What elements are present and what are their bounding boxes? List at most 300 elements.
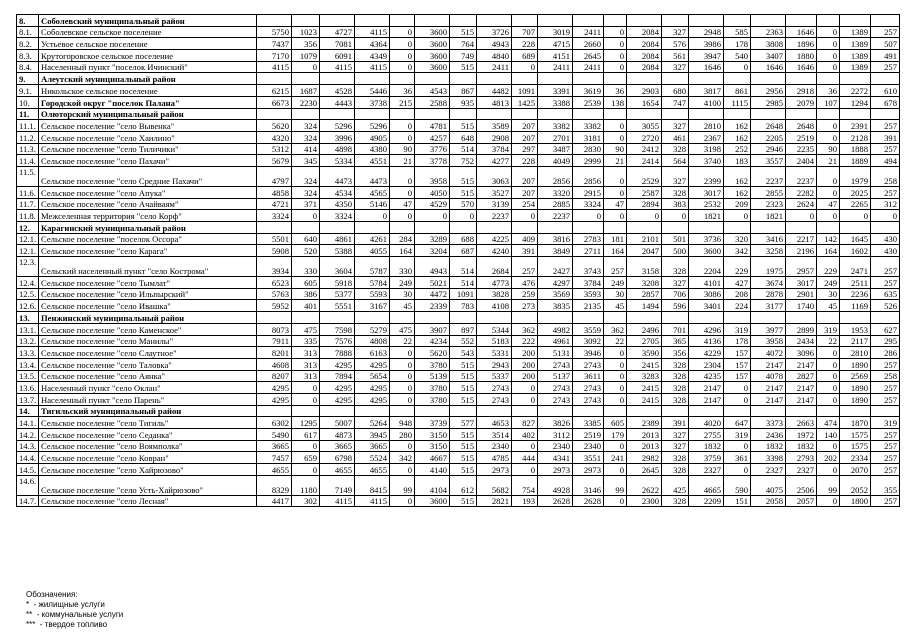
value-cell: 617	[292, 429, 320, 441]
value-cell: 4785	[477, 452, 512, 464]
value-cell: 4277	[477, 155, 512, 167]
value-cell: 3780	[415, 382, 450, 394]
value-cell: 2404	[786, 155, 817, 167]
value-cell: 2334	[840, 452, 871, 464]
value-cell: 222	[512, 335, 538, 347]
value-cell: 2856	[573, 166, 604, 186]
value-cell: 2645	[627, 464, 662, 476]
value-cell: 3407	[751, 50, 786, 62]
value-cell: 540	[724, 50, 751, 62]
value-cell: 47	[817, 198, 840, 210]
value-cell	[512, 312, 538, 324]
value-cell	[817, 312, 840, 324]
value-cell: 515	[450, 495, 477, 507]
table-row	[17, 245, 900, 257]
table-row	[17, 38, 900, 50]
value-cell: 2079	[786, 96, 817, 108]
row-number: 8.	[17, 15, 39, 27]
value-cell	[477, 405, 512, 417]
value-cell: 2323	[751, 198, 786, 210]
value-cell: 328	[662, 452, 689, 464]
value-cell: 5296	[355, 120, 390, 132]
value-cell: 320	[724, 233, 751, 245]
value-cell: 2743	[477, 382, 512, 394]
value-cell: 2084	[627, 38, 662, 50]
value-cell: 2434	[786, 335, 817, 347]
value-cell: 327	[662, 429, 689, 441]
value-cell: 4115	[355, 495, 390, 507]
value-cell: 0	[390, 393, 415, 405]
value-cell: 647	[724, 417, 751, 429]
value-cell	[450, 73, 477, 85]
legend-item	[26, 620, 123, 630]
value-cell: 1389	[840, 61, 871, 73]
value-cell: 1023	[292, 26, 320, 38]
value-cell: 0	[817, 38, 840, 50]
value-cell: 5620	[257, 120, 292, 132]
value-cell: 2648	[786, 120, 817, 132]
value-cell: 2052	[840, 475, 871, 495]
value-cell: 3780	[415, 358, 450, 370]
value-cell: 414	[292, 143, 320, 155]
row-number: 9.	[17, 73, 39, 85]
value-cell	[871, 222, 900, 234]
value-cell: 164	[817, 245, 840, 257]
row-number: 11.6.	[17, 186, 39, 198]
value-cell: 90	[390, 143, 415, 155]
value-cell: 3947	[689, 50, 724, 62]
value-cell: 2135	[573, 300, 604, 312]
value-cell: 515	[450, 440, 477, 452]
value-cell	[292, 312, 320, 324]
value-cell: 2147	[786, 358, 817, 370]
value-cell: 576	[662, 38, 689, 50]
value-cell: 7598	[320, 323, 355, 335]
value-cell	[627, 312, 662, 324]
value-cell: 0	[390, 26, 415, 38]
value-cell: 627	[871, 323, 900, 335]
value-cell	[257, 405, 292, 417]
settlement-name: Сельское поселение "село Слаутное"	[39, 347, 257, 359]
value-cell: 4943	[415, 257, 450, 277]
value-cell	[573, 222, 604, 234]
value-cell: 4781	[415, 120, 450, 132]
value-cell	[450, 222, 477, 234]
value-cell: 0	[604, 382, 627, 394]
value-cell: 754	[512, 475, 538, 495]
value-cell: 328	[662, 382, 689, 394]
value-cell	[512, 222, 538, 234]
row-number: 12.3.	[17, 257, 39, 277]
value-cell: 2237	[751, 166, 786, 186]
table-row	[17, 61, 900, 73]
value-cell: 0	[390, 358, 415, 370]
value-cell: 4715	[538, 38, 573, 50]
settlement-name: Сельское поселение "село Пахачи"	[39, 155, 257, 167]
value-cell: 4443	[320, 96, 355, 108]
value-cell	[320, 222, 355, 234]
value-cell	[724, 312, 751, 324]
value-cell	[689, 222, 724, 234]
value-cell: 4528	[320, 85, 355, 97]
value-cell: 342	[390, 452, 415, 464]
value-cell: 659	[292, 452, 320, 464]
settlement-name: Сельское поселение "село Аянка"	[39, 370, 257, 382]
value-cell: 249	[390, 277, 415, 289]
value-cell	[450, 15, 477, 27]
value-cell: 0	[292, 440, 320, 452]
value-cell: 0	[817, 440, 840, 452]
value-cell: 0	[817, 347, 840, 359]
value-cell	[662, 73, 689, 85]
value-cell: 3674	[751, 277, 786, 289]
value-cell: 3738	[355, 96, 390, 108]
value-cell: 2265	[840, 198, 871, 210]
value-cell	[390, 108, 415, 120]
value-cell: 2047	[627, 245, 662, 257]
value-cell: 3055	[627, 120, 662, 132]
value-cell: 1295	[292, 417, 320, 429]
value-cell: 2948	[689, 26, 724, 38]
value-cell: 257	[871, 186, 900, 198]
value-cell: 2391	[840, 120, 871, 132]
row-number: 12.6.	[17, 300, 39, 312]
value-cell: 4928	[538, 475, 573, 495]
value-cell	[257, 222, 292, 234]
value-cell: 2878	[751, 288, 786, 300]
value-cell: 577	[450, 417, 477, 429]
value-cell: 4078	[751, 370, 786, 382]
value-cell	[450, 312, 477, 324]
settlement-name: Сельское поселение "село Усть-Хайрюзово"	[39, 475, 257, 495]
value-cell: 2973	[573, 464, 604, 476]
value-cell: 4482	[477, 85, 512, 97]
value-cell: 2743	[573, 382, 604, 394]
settlement-name: Сельское поселение "село Ачайваям"	[39, 198, 257, 210]
value-cell: 0	[390, 382, 415, 394]
value-cell: 200	[512, 347, 538, 359]
value-cell	[355, 15, 390, 27]
value-cell: 1389	[840, 38, 871, 50]
value-cell: 3945	[355, 429, 390, 441]
value-cell	[450, 405, 477, 417]
value-cell: 2956	[751, 85, 786, 97]
settlement-name: Сельское поселение "село Таловка"	[39, 358, 257, 370]
value-cell: 5331	[477, 347, 512, 359]
value-cell: 648	[450, 131, 477, 143]
value-cell: 1294	[840, 96, 871, 108]
value-cell: 1832	[786, 440, 817, 452]
value-cell: 2415	[627, 393, 662, 405]
value-cell: 3551	[573, 452, 604, 464]
value-cell: 202	[817, 452, 840, 464]
value-cell: 4727	[320, 26, 355, 38]
value-cell: 2496	[627, 323, 662, 335]
value-cell: 2506	[786, 475, 817, 495]
row-number: 13.2.	[17, 335, 39, 347]
value-cell: 257	[871, 429, 900, 441]
value-cell: 612	[450, 475, 477, 495]
value-cell: 0	[604, 210, 627, 222]
value-cell	[840, 15, 871, 27]
table-row	[17, 440, 900, 452]
settlement-name: Сельское поселение "поселок Оссора"	[39, 233, 257, 245]
value-cell: 4473	[320, 166, 355, 186]
table-row	[17, 257, 900, 277]
value-cell: 257	[871, 257, 900, 277]
value-cell	[477, 73, 512, 85]
value-cell: 0	[604, 347, 627, 359]
value-cell: 3665	[257, 440, 292, 452]
value-cell: 2196	[786, 245, 817, 257]
district-header-row	[17, 15, 900, 27]
legend-mark: *	[26, 600, 30, 609]
value-cell: 3416	[751, 233, 786, 245]
value-cell: 1953	[840, 323, 871, 335]
value-cell	[817, 15, 840, 27]
value-cell: 2235	[786, 143, 817, 155]
value-cell: 5501	[257, 233, 292, 245]
value-cell: 1115	[724, 96, 751, 108]
value-cell: 0	[604, 370, 627, 382]
value-cell: 4797	[257, 166, 292, 186]
value-cell: 4075	[751, 475, 786, 495]
value-cell: 181	[604, 233, 627, 245]
value-cell	[751, 222, 786, 234]
value-cell: 5679	[257, 155, 292, 167]
value-cell: 2901	[786, 288, 817, 300]
value-cell: 2084	[627, 61, 662, 73]
value-cell: 2622	[627, 475, 662, 495]
value-cell: 0	[817, 131, 840, 143]
value-cell: 30	[390, 288, 415, 300]
value-cell: 21	[390, 155, 415, 167]
value-cell: 4534	[320, 186, 355, 198]
value-cell: 164	[390, 245, 415, 257]
value-cell	[355, 222, 390, 234]
value-cell	[689, 15, 724, 27]
value-cell	[840, 312, 871, 324]
value-cell	[477, 108, 512, 120]
value-cell: 327	[662, 61, 689, 73]
value-cell: 570	[450, 198, 477, 210]
value-cell: 2908	[477, 131, 512, 143]
value-cell: 328	[662, 393, 689, 405]
value-cell	[751, 405, 786, 417]
value-cell	[627, 15, 662, 27]
value-cell: 4608	[257, 358, 292, 370]
value-cell: 162	[724, 131, 751, 143]
value-cell: 2415	[627, 358, 662, 370]
value-cell	[450, 108, 477, 120]
value-cell: 228	[512, 155, 538, 167]
settlement-name: Сельское поселение "село Ковран"	[39, 452, 257, 464]
value-cell: 391	[662, 417, 689, 429]
value-cell: 2340	[538, 440, 573, 452]
value-cell: 257	[871, 440, 900, 452]
value-cell: 5131	[538, 347, 573, 359]
value-cell: 0	[292, 464, 320, 476]
value-cell: 0	[390, 131, 415, 143]
value-cell: 2856	[538, 166, 573, 186]
row-number: 11.4.	[17, 155, 39, 167]
value-cell: 3726	[477, 26, 512, 38]
value-cell: 4229	[689, 347, 724, 359]
value-cell: 3600	[415, 50, 450, 62]
value-cell	[390, 222, 415, 234]
value-cell: 4295	[320, 393, 355, 405]
value-cell: 365	[662, 335, 689, 347]
value-cell: 552	[450, 335, 477, 347]
row-number: 8.4.	[17, 61, 39, 73]
value-cell: 335	[292, 335, 320, 347]
value-cell: 0	[604, 120, 627, 132]
value-cell: 827	[512, 417, 538, 429]
value-cell: 678	[871, 96, 900, 108]
value-cell: 208	[724, 288, 751, 300]
value-cell: 99	[817, 475, 840, 495]
value-cell: 90	[604, 143, 627, 155]
value-cell: 0	[390, 50, 415, 62]
value-cell: 328	[662, 464, 689, 476]
value-cell: 356	[292, 38, 320, 50]
value-cell	[415, 312, 450, 324]
value-cell: 5593	[355, 288, 390, 300]
value-cell	[724, 73, 751, 85]
value-cell: 783	[450, 300, 477, 312]
value-cell: 383	[662, 198, 689, 210]
value-cell: 2304	[689, 358, 724, 370]
value-cell: 605	[604, 417, 627, 429]
settlement-name: Межселенная территория "село Корф"	[39, 210, 257, 222]
value-cell: 514	[450, 257, 477, 277]
value-cell: 4049	[538, 155, 573, 167]
value-cell: 5296	[320, 120, 355, 132]
value-cell: 151	[724, 495, 751, 507]
value-cell	[538, 222, 573, 234]
value-cell: 3382	[573, 120, 604, 132]
value-cell: 0	[390, 347, 415, 359]
value-cell: 461	[662, 131, 689, 143]
value-cell: 157	[724, 347, 751, 359]
value-cell: 2128	[840, 131, 871, 143]
value-cell: 0	[817, 358, 840, 370]
settlement-name: Сельское поселение "село Лесная"	[39, 495, 257, 507]
settlement-name: Сельское поселение "село Манилы"	[39, 335, 257, 347]
value-cell: 162	[724, 186, 751, 198]
table-row	[17, 382, 900, 394]
row-number: 13.	[17, 312, 39, 324]
value-cell: 515	[450, 382, 477, 394]
value-cell: 8073	[257, 323, 292, 335]
value-cell: 5337	[477, 370, 512, 382]
settlement-name: Сельское поселение "село Ильпырский"	[39, 288, 257, 300]
value-cell: 0	[817, 120, 840, 132]
legend-mark: ***	[26, 620, 36, 629]
value-cell: 5021	[415, 277, 450, 289]
value-cell: 273	[512, 300, 538, 312]
value-cell: 491	[871, 50, 900, 62]
value-cell: 2532	[689, 198, 724, 210]
settlement-name: Населенный пункт "поселок Ичинский"	[39, 61, 257, 73]
value-cell	[355, 405, 390, 417]
value-cell: 327	[662, 26, 689, 38]
value-cell	[724, 405, 751, 417]
value-cell: 1870	[840, 417, 871, 429]
value-cell: 1180	[292, 475, 320, 495]
value-cell: 4417	[257, 495, 292, 507]
value-cell: 5377	[320, 288, 355, 300]
value-cell: 8415	[355, 475, 390, 495]
value-cell: 6798	[320, 452, 355, 464]
value-cell: 0	[817, 186, 840, 198]
value-cell: 3996	[320, 131, 355, 143]
value-cell: 2399	[689, 166, 724, 186]
value-cell	[786, 108, 817, 120]
value-cell: 1389	[840, 50, 871, 62]
value-cell: 2985	[751, 96, 786, 108]
value-cell: 7081	[320, 38, 355, 50]
district-name: Олюторский муниципальный район	[39, 108, 257, 120]
value-cell: 2363	[751, 26, 786, 38]
value-cell: 324	[292, 186, 320, 198]
value-cell	[604, 108, 627, 120]
value-cell: 5787	[355, 257, 390, 277]
settlement-name: Сельское поселение "село Воямполка"	[39, 440, 257, 452]
value-cell	[689, 312, 724, 324]
value-cell: 2529	[627, 166, 662, 186]
value-cell: 3514	[477, 429, 512, 441]
value-cell: 4297	[538, 277, 573, 289]
value-cell: 257	[871, 495, 900, 507]
value-cell: 2830	[573, 143, 604, 155]
value-cell: 4665	[689, 475, 724, 495]
value-cell: 7457	[257, 452, 292, 464]
value-cell: 2743	[538, 393, 573, 405]
value-cell: 4529	[415, 198, 450, 210]
value-cell: 3946	[573, 347, 604, 359]
value-cell: 3324	[320, 210, 355, 222]
district-name: Тигильский муниципальный район	[39, 405, 257, 417]
value-cell: 3208	[627, 277, 662, 289]
value-cell	[538, 312, 573, 324]
value-cell: 258	[871, 370, 900, 382]
value-cell: 207	[512, 120, 538, 132]
settlement-name: Сельское поселение "село Хайрюзово"	[39, 464, 257, 476]
value-cell: 590	[724, 475, 751, 495]
value-cell: 501	[662, 233, 689, 245]
value-cell: 4234	[415, 335, 450, 347]
value-cell: 7437	[257, 38, 292, 50]
value-cell: 3401	[689, 300, 724, 312]
value-cell: 302	[292, 495, 320, 507]
row-number: 13.3.	[17, 347, 39, 359]
value-cell: 3849	[538, 245, 573, 257]
value-cell: 4840	[477, 50, 512, 62]
table-row	[17, 166, 900, 186]
value-cell: 2237	[538, 210, 573, 222]
value-cell	[573, 73, 604, 85]
district-header-row	[17, 312, 900, 324]
value-cell: 328	[662, 143, 689, 155]
settlement-name: Устьевое сельское поселение	[39, 38, 257, 50]
value-cell: 2999	[573, 155, 604, 167]
value-cell: 605	[292, 277, 320, 289]
value-cell: 475	[390, 323, 415, 335]
settlement-name: Сельское поселение "село Карага"	[39, 245, 257, 257]
value-cell: 0	[415, 210, 450, 222]
value-cell: 4115	[355, 26, 390, 38]
